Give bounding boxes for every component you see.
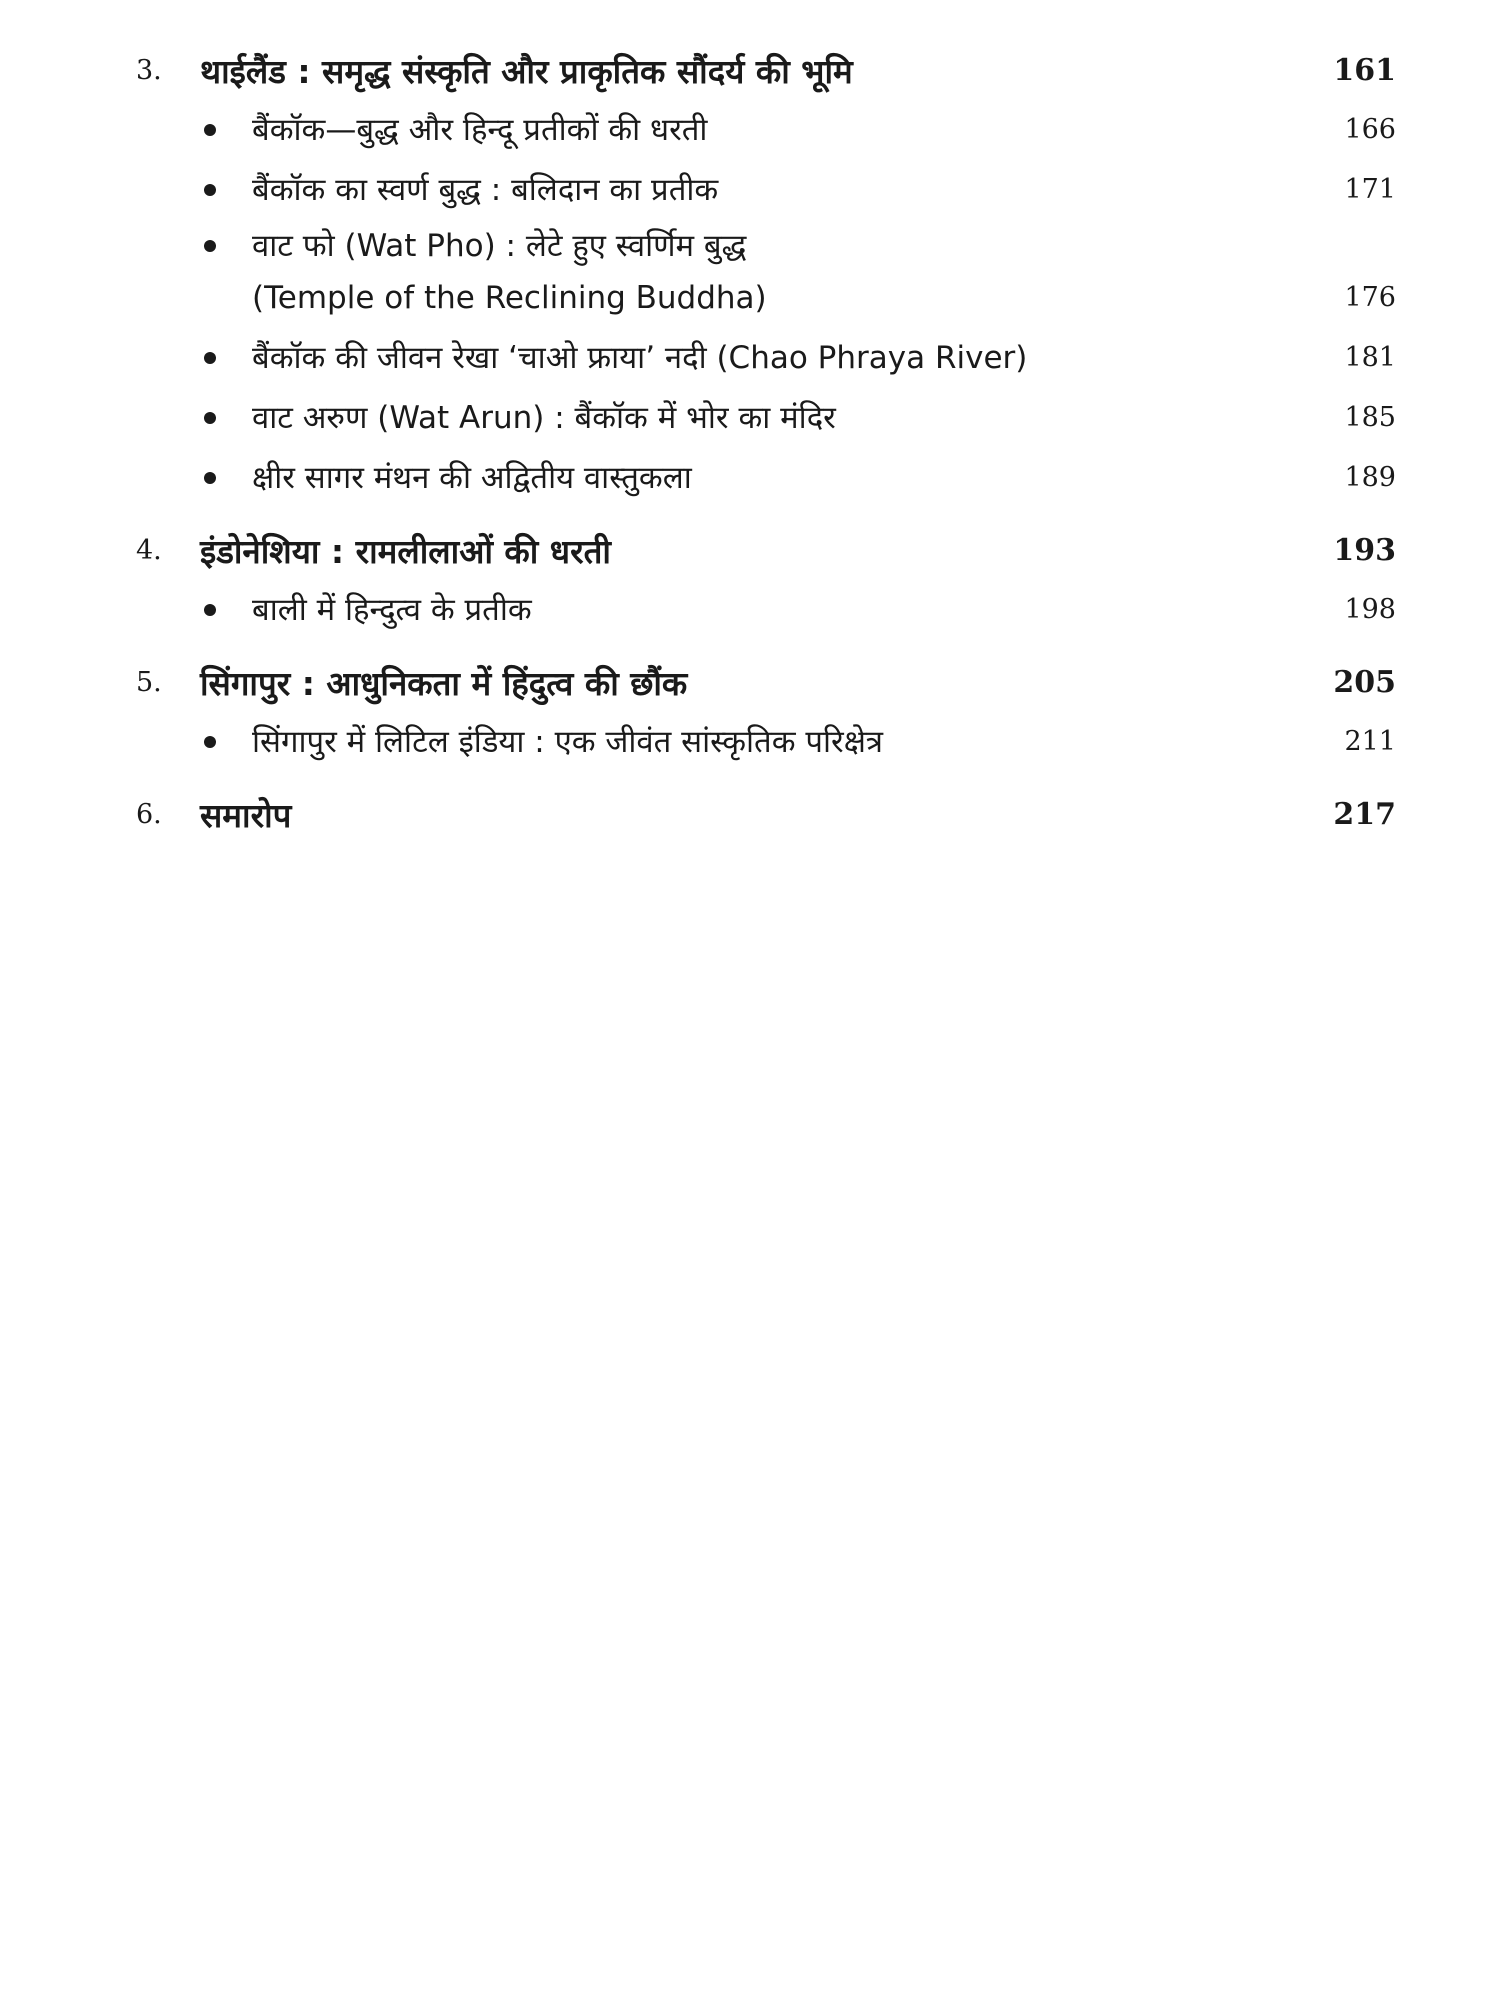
toc-item-title: बैंकॉक का स्वर्ण बुद्ध : बलिदान का प्रतीक (252, 172, 719, 208)
toc-item-page-number: 181 (1344, 342, 1396, 373)
toc-item-page-number: 176 (1344, 282, 1396, 313)
toc-item-page-number: 185 (1344, 402, 1396, 433)
toc-item-page-number: 166 (1344, 114, 1396, 145)
bullet-icon (204, 352, 216, 364)
table-of-contents (136, 40, 1396, 856)
toc-item-page-number: 211 (1344, 726, 1396, 757)
chapter-number: 3. (136, 54, 162, 86)
bullet-icon (204, 240, 216, 252)
toc-item (136, 220, 1396, 328)
toc-item (136, 712, 1396, 772)
toc-item-title: बाली में हिन्दुत्व के प्रतीक (252, 592, 532, 628)
chapter-heading-row (136, 652, 1396, 712)
toc-item (136, 328, 1396, 388)
chapter-title: सिंगापुर : आधुनिकता में हिंदुत्व की छौंक (200, 663, 688, 703)
toc-item (136, 580, 1396, 640)
bullet-icon (204, 412, 216, 424)
chapter-title: समारोप (200, 795, 292, 835)
toc-item (136, 100, 1396, 160)
chapter-heading-row (136, 784, 1396, 844)
toc-item-title: बैंकॉक की जीवन रेखा ‘चाओ फ्राया’ नदी (Chao Phraya River) (252, 340, 1028, 376)
bullet-icon (204, 604, 216, 616)
chapter-heading-row (136, 520, 1396, 580)
toc-chapter (136, 40, 1396, 508)
bullet-icon (204, 184, 216, 196)
toc-chapter (136, 784, 1396, 844)
toc-item (136, 388, 1396, 448)
toc-item-title: सिंगापुर में लिटिल इंडिया : एक जीवंत सांस्कृतिक परिक्षेत्र (252, 724, 884, 760)
toc-item-title: बैंकॉक—बुद्ध और हिन्दू प्रतीकों की धरती (252, 112, 708, 148)
toc-item (136, 448, 1396, 508)
chapter-page-number: 205 (1333, 664, 1396, 700)
bullet-icon (204, 472, 216, 484)
toc-item-page-number: 171 (1344, 174, 1396, 205)
toc-item-page-number: 198 (1344, 594, 1396, 625)
toc-item (136, 160, 1396, 220)
toc-item-title: क्षीर सागर मंथन की अद्वितीय वास्तुकला (252, 460, 692, 496)
chapter-number: 4. (136, 534, 162, 566)
toc-item-page-number: 189 (1344, 462, 1396, 493)
toc-item-title: वाट अरुण (Wat Arun) : बैंकॉक में भोर का मंदिर (252, 400, 836, 436)
toc-item-title (252, 220, 1276, 324)
bullet-icon (204, 124, 216, 136)
toc-chapter (136, 520, 1396, 640)
chapter-number: 5. (136, 666, 162, 698)
chapter-title: इंडोनेशिया : रामलीलाओं की धरती (200, 531, 611, 571)
bullet-icon (204, 736, 216, 748)
chapter-page-number: 217 (1333, 796, 1396, 832)
chapter-number: 6. (136, 798, 162, 830)
chapter-heading-row (136, 40, 1396, 100)
chapter-page-number: 161 (1333, 52, 1396, 88)
chapter-title: थाईलैंड : समृद्ध संस्कृति और प्राकृतिक सौंदर्य की भूमि (200, 51, 853, 91)
chapter-page-number: 193 (1333, 532, 1396, 568)
toc-item-title-line-2: (Temple of the Reclining Buddha) (252, 280, 767, 316)
toc-chapter (136, 652, 1396, 772)
toc-item-title-line-1: वाट फो (Wat Pho) : लेटे हुए स्वर्णिम बुद्ध (252, 228, 747, 264)
